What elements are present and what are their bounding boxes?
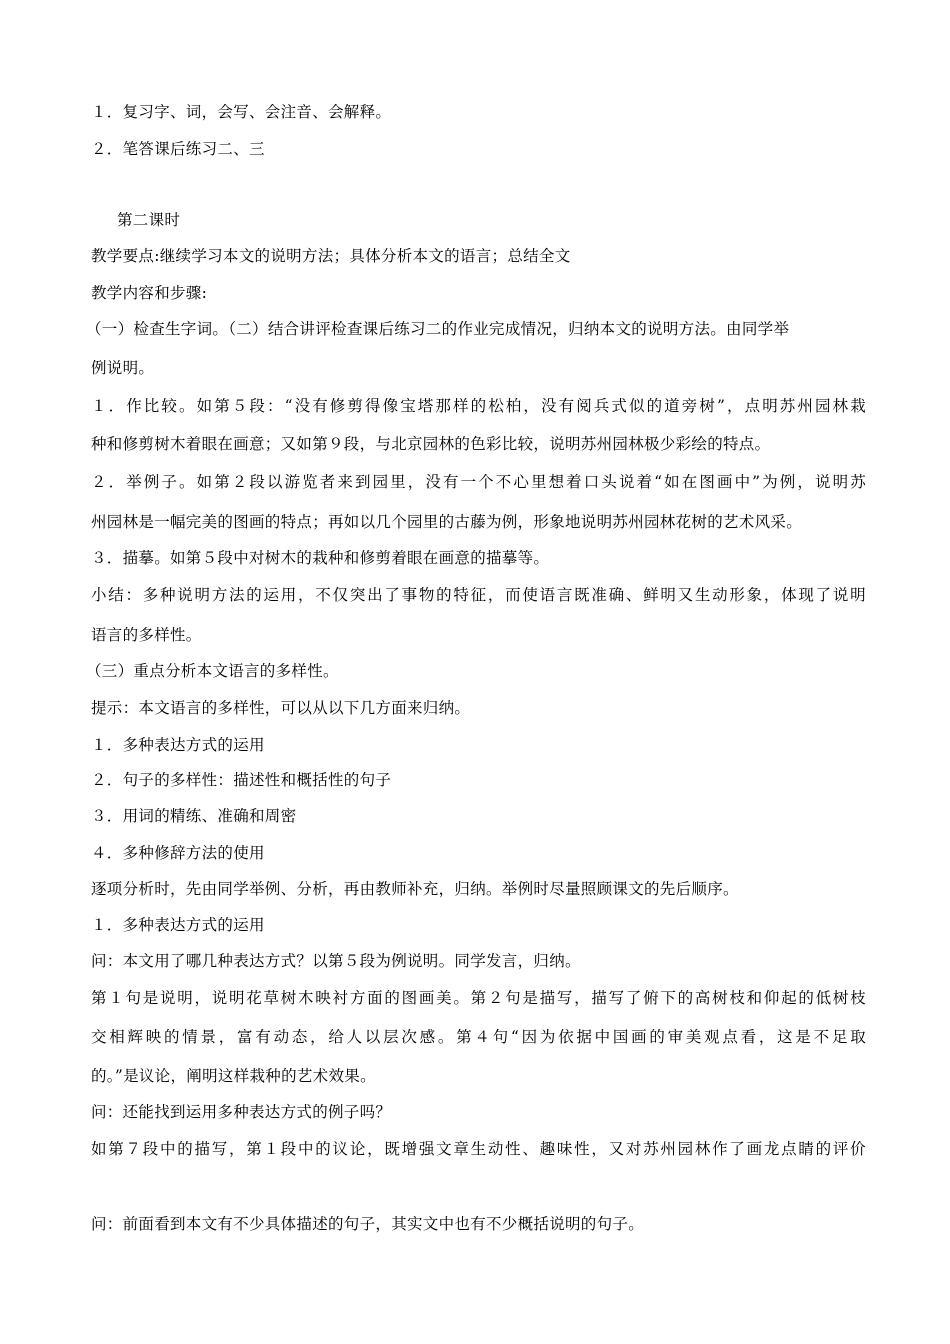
text-line-hint: 提示：本文语言的多样性，可以从以下几方面来归纳。 <box>91 699 471 717</box>
paragraph-sentence-analysis-line-2: 交相辉映的情景，富有动态，给人以层次感。第４句“因为依据中国画的审美观点看，这是不足取 <box>91 1028 866 1046</box>
paragraph-example-line-2: 州园林是一幅完美的图画的特点；再如以几个园里的古藤为例，形象地说明苏州园林花树的艺术风采。 <box>91 513 803 531</box>
list-item-expression-methods: １．多种表达方式的运用 <box>91 736 265 754</box>
subheading-expression-methods: １．多种表达方式的运用 <box>91 916 265 934</box>
text-line-teaching-points: 教学要点:继续学习本文的说明方法；具体分析本文的语言；总结全文 <box>91 247 571 265</box>
paragraph-example-line-1: ２．举例子。如第２段以游览者来到园里，没有一个不心里想着口头说着“如在图画中”为例，说明苏 <box>91 473 866 491</box>
list-item-sentence-variety: ２．句子的多样性：描述性和概括性的句子 <box>91 771 392 789</box>
paragraph-check-words-line-1: （一）检查生字词。（二）结合讲评检查课后练习二的作业完成情况，归纳本文的说明方法。由同学举 <box>86 320 790 338</box>
text-line-question-2: 问：还能找到运用多种表达方式的例子吗？ <box>91 1103 392 1121</box>
text-line-review-words: １．复习字、词，会写、会注音、会解释。 <box>91 103 392 121</box>
section-heading-second-lesson: 第二课时 <box>117 211 181 229</box>
list-item-word-choice: ３．用词的精练、准确和周密 <box>91 807 297 825</box>
section-heading-language-analysis: （三）重点分析本文语言的多样性。 <box>86 662 339 680</box>
paragraph-depiction: ３．描摹。如第５段中对树木的栽种和修剪着眼在画意的描摹等。 <box>91 549 550 567</box>
text-line-content-steps: 教学内容和步骤: <box>91 284 208 302</box>
paragraph-check-words-line-2: 例说明。 <box>91 359 155 377</box>
paragraph-comparison-line-1: １．作比较。如第５段：“没有修剪得像宝塔那样的松柏，没有阅兵式似的道旁树”，点明苏州园林栽 <box>91 397 866 415</box>
list-item-rhetoric: ４．多种修辞方法的使用 <box>91 844 265 862</box>
text-line-written-exercises: ２．笔答课后练习二、三 <box>91 140 265 158</box>
paragraph-sentence-analysis-line-3: 的。”是议论，阐明这样栽种的艺术效果。 <box>91 1067 376 1085</box>
text-line-analysis-order: 逐项分析时，先由同学举例、分析，再由教师补充，归纳。举例时尽量照顾课文的先后顺序。 <box>91 880 739 898</box>
paragraph-comparison-line-2: 种和修剪树木着眼在画意；又如第９段，与北京园林的色彩比较，说明苏州园林极少彩绘的特点。 <box>91 435 771 453</box>
paragraph-summary-line-1: 小结：多种说明方法的运用，不仅突出了事物的特征，而使语言既准确、鲜明又生动形象，体现了说明 <box>91 586 866 604</box>
text-line-question-1: 问：本文用了哪几种表达方式？以第５段为例说明。同学发言，归纳。 <box>91 952 581 970</box>
paragraph-summary-line-2: 语言的多样性。 <box>91 626 202 644</box>
paragraph-sentence-analysis-line-1: 第１句是说明，说明花草树木映衬方面的图画美。第２句是描写，描写了俯下的高树枝和仰起的低树枝 <box>91 989 866 1007</box>
text-line-question-3: 问：前面看到本文有不少具体描述的句子，其实文中也有不少概括说明的句子。 <box>91 1215 645 1233</box>
text-line-answer-examples: 如第７段中的描写，第１段中的议论，既增强文章生动性、趣味性，又对苏州园林作了画龙点睛的评价 <box>91 1140 866 1158</box>
